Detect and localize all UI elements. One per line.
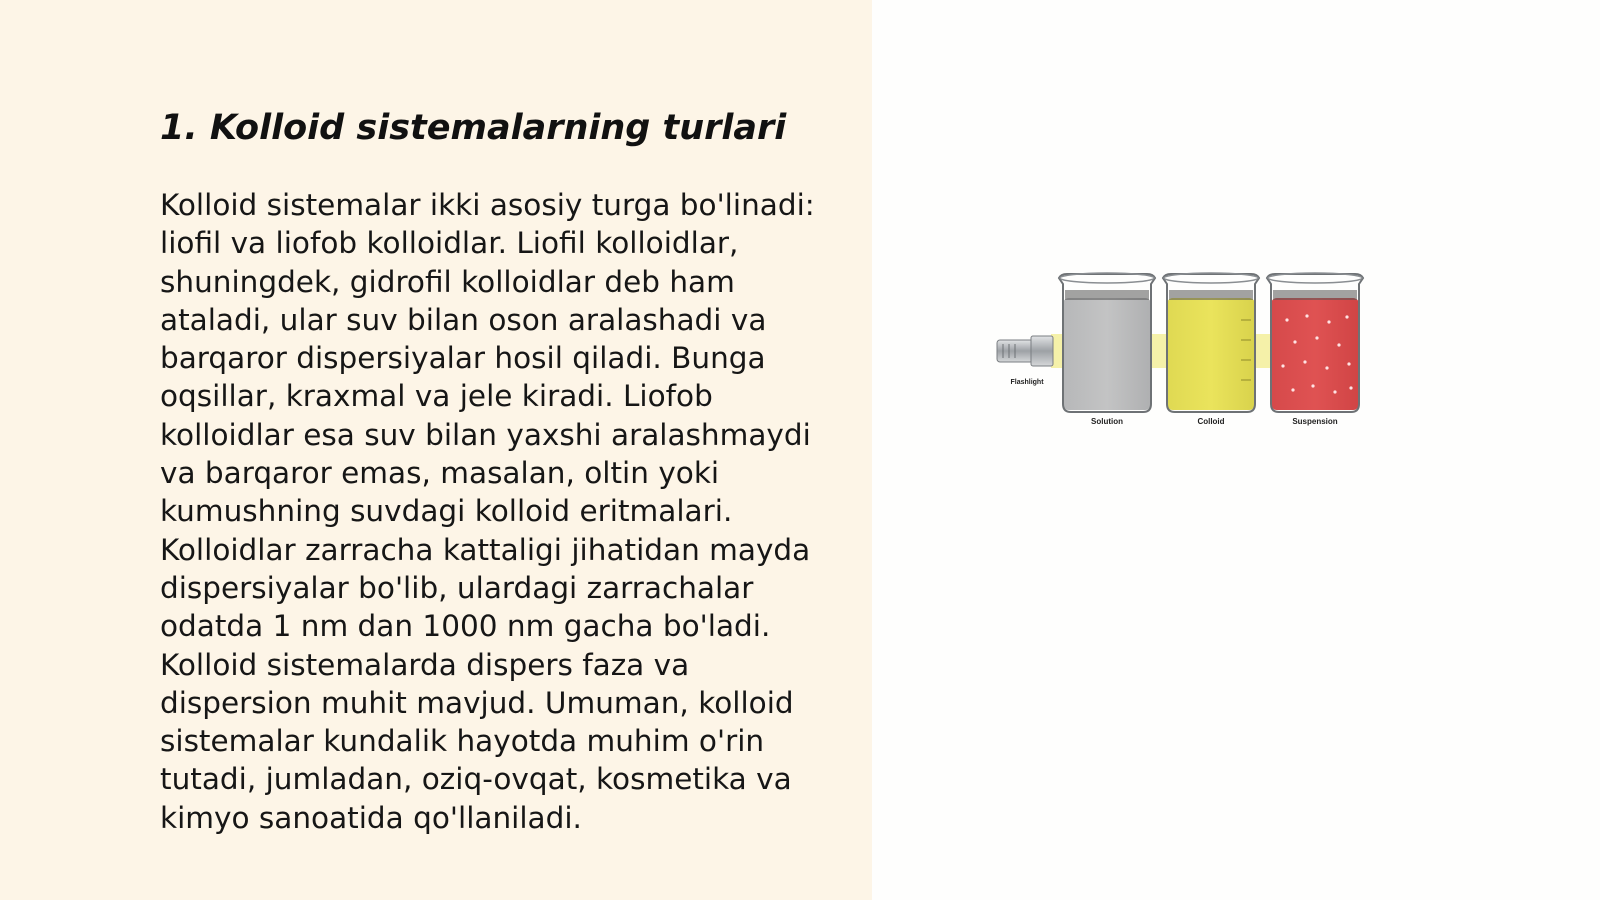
body-line: tutadi, jumladan, oziq-ovqat, kosmetika va: [160, 762, 792, 797]
beaker-label-colloid: Colloid: [1197, 417, 1225, 426]
tyndall-effect-illustration: [995, 270, 1395, 440]
body-line: kimyo sanoatida qo'llaniladi.: [160, 800, 582, 835]
beaker-colloid: [1163, 273, 1259, 412]
beaker-solution: [1059, 273, 1155, 412]
beaker-label-solution: Solution: [1091, 417, 1123, 426]
body-line: kolloidlar esa suv bilan yaxshi aralashmaydi: [160, 417, 811, 452]
image-panel: [872, 0, 1600, 900]
body-line: liofil va liofob kolloidlar. Liofil kolloidlar,: [160, 226, 739, 261]
body-line: Kolloidlar zarracha kattaligi jihatidan mayda: [160, 532, 811, 567]
body-line: Kolloid sistemalarda dispers faza va: [160, 647, 690, 682]
beaker-label-suspension: Suspension: [1292, 417, 1338, 426]
flashlight-label: Flashlight: [1010, 379, 1044, 386]
slide-title: 1. Kolloid sistemalarning turlari: [160, 108, 787, 148]
body-line: oqsillar, kraxmal va jele kiradi. Liofob: [160, 379, 713, 414]
body-line: sistemalar kundalik hayotda muhim o'rin: [160, 724, 765, 759]
body-line: dispersiyalar bo'lib, ulardagi zarrachalar: [160, 570, 754, 605]
body-line: ataladi, ular suv bilan oson aralashadi va: [160, 302, 767, 337]
flashlight-icon: [997, 336, 1053, 366]
body-line: dispersion muhit mavjud. Umuman, kolloid: [160, 685, 794, 720]
body-line: va barqaror emas, masalan, oltin yoki: [160, 456, 720, 491]
body-line: kumushning suvdagi kolloid eritmalari.: [160, 494, 733, 529]
beaker-suspension: [1267, 273, 1363, 412]
slide-body-text: [160, 186, 840, 837]
body-line: odatda 1 nm dan 1000 nm gacha bo'ladi.: [160, 609, 771, 644]
body-line: shuningdek, gidrofil kolloidlar deb ham: [160, 264, 735, 299]
body-line: barqaror dispersiyalar hosil qiladi. Bunga: [160, 341, 766, 376]
body-line: Kolloid sistemalar ikki asosiy turga bo'linadi:: [160, 188, 815, 222]
